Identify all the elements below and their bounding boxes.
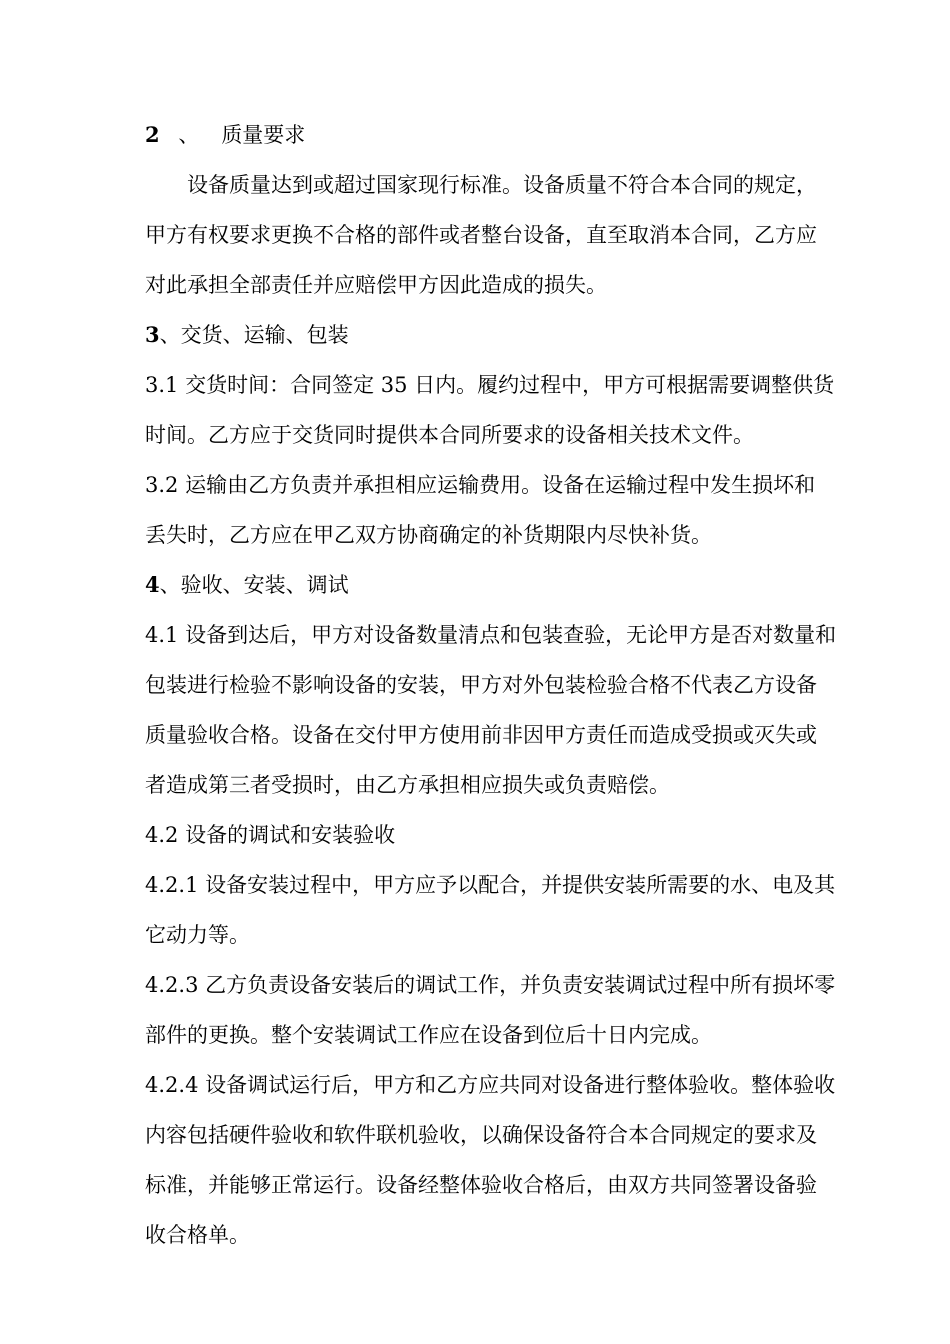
clause-3-1-line: 时间。乙方应于交货同时提供本合同所要求的设备相关技术文件。	[145, 423, 754, 447]
clause-4-2-4-line: 内容包括硬件验收和软件联机验收，以确保设备符合本合同规定的要求及	[145, 1123, 817, 1147]
clause-4-1-line: 包装进行检验不影响设备的安装，甲方对外包装检验合格不代表乙方设备	[145, 673, 817, 697]
clause-4-2-1-line: 4.2.1 设备安装过程中，甲方应予以配合，并提供安装所需要的水、电及其	[145, 873, 836, 897]
clause-4-2-title: 4.2 设备的调试和安装验收	[145, 823, 396, 847]
section-3-title: 、交货、运输、包装	[159, 323, 349, 347]
clause-3-2-line: 3.2 运输由乙方负责并承担相应运输费用。设备在运输过程中发生损坏和	[145, 473, 816, 497]
section-4-heading	[145, 560, 860, 610]
clause-4-1-line: 质量验收合格。设备在交付甲方使用前非因甲方责任而造成受损或灭失或	[145, 723, 817, 747]
section-2-title: 质量要求	[221, 123, 306, 147]
clause-4-2-4-line: 标准，并能够正常运行。设备经整体验收合格后，由双方共同签署设备验	[145, 1173, 817, 1197]
clause-4-2-3-line: 部件的更换。整个安装调试工作应在设备到位后十日内完成。	[145, 1023, 712, 1047]
clause-4-2-3-line: 4.2.3 乙方负责设备安装后的调试工作，并负责安装调试过程中所有损坏零	[145, 973, 836, 997]
section-2-heading	[145, 110, 860, 160]
clause-3-1-line: 3.1 交货时间：合同签定 35 日内。履约过程中，甲方可根据需要调整供货	[145, 373, 835, 397]
section-4-title: 、验收、安装、调试	[159, 573, 349, 597]
contract-page	[145, 110, 860, 1260]
clause-4-1-line: 者造成第三者受损时，由乙方承担相应损失或负责赔偿。	[145, 773, 670, 797]
clause-4-2-4-line: 4.2.4 设备调试运行后，甲方和乙方应共同对设备进行整体验收。整体验收	[145, 1073, 836, 1097]
section-3-heading	[145, 310, 860, 360]
section-4-number: 4	[145, 572, 160, 597]
clause-4-1-line: 4.1 设备到达后，甲方对设备数量清点和包装查验，无论甲方是否对数量和	[145, 623, 837, 647]
section-3-number: 3	[145, 322, 160, 347]
clause-4-2-1-line: 它动力等。	[145, 923, 250, 947]
section-2-text-line: 甲方有权要求更换不合格的部件或者整台设备，直至取消本合同，乙方应	[145, 223, 817, 247]
clause-3-2-line: 丢失时，乙方应在甲乙双方协商确定的补货期限内尽快补货。	[145, 523, 712, 547]
section-2-separator: 、	[178, 123, 200, 147]
section-2-text-line: 对此承担全部责任并应赔偿甲方因此造成的损失。	[145, 273, 607, 297]
section-2-number: 2	[145, 122, 160, 147]
clause-4-2-4-line: 收合格单。	[145, 1223, 250, 1247]
section-2-text-line: 设备质量达到或超过国家现行标准。设备质量不符合本合同的规定，	[187, 173, 817, 197]
